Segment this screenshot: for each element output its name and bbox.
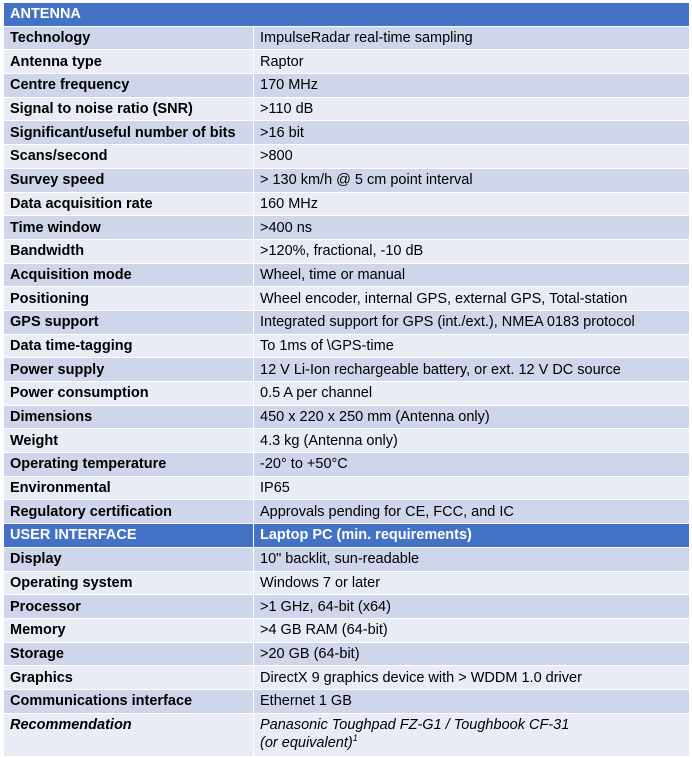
recommendation-line1: Panasonic Toughpad FZ-G1 / Toughbook CF-31	[260, 716, 570, 733]
spec-label: GPS support	[4, 310, 254, 334]
spec-value: >4 GB RAM (64-bit)	[254, 618, 690, 642]
spec-label: Processor	[4, 595, 254, 619]
specifications-table	[3, 2, 690, 757]
spec-value: Approvals pending for CE, FCC, and IC	[254, 500, 690, 524]
spec-label: Dimensions	[4, 405, 254, 429]
spec-value: >400 ns	[254, 216, 690, 240]
table-row	[4, 192, 690, 216]
table-row	[4, 476, 690, 500]
table-row	[4, 334, 690, 358]
table-row	[4, 358, 690, 382]
spec-value: DirectX 9 graphics device with > WDDM 1.0 driver	[254, 666, 690, 690]
table-row	[4, 500, 690, 524]
spec-value: >20 GB (64-bit)	[254, 642, 690, 666]
spec-value: >800	[254, 145, 690, 169]
table-row	[4, 547, 690, 571]
spec-value: ImpulseRadar real-time sampling	[254, 26, 690, 50]
table-row	[4, 287, 690, 311]
spec-label: Communications interface	[4, 689, 254, 713]
spec-value: Raptor	[254, 50, 690, 74]
spec-value: Ethernet 1 GB	[254, 689, 690, 713]
spec-value: 4.3 kg (Antenna only)	[254, 429, 690, 453]
spec-value: >110 dB	[254, 97, 690, 121]
spec-label: Operating system	[4, 571, 254, 595]
table-row	[4, 382, 690, 406]
table-row	[4, 618, 690, 642]
spec-value: 450 x 220 x 250 mm (Antenna only)	[254, 405, 690, 429]
spec-value: > 130 km/h @ 5 cm point interval	[254, 168, 690, 192]
spec-label: Operating temperature	[4, 453, 254, 477]
spec-label: Technology	[4, 26, 254, 50]
spec-label: Scans/second	[4, 145, 254, 169]
spec-label: Display	[4, 547, 254, 571]
specifications-table-body	[4, 3, 690, 757]
table-row	[4, 642, 690, 666]
spec-label: Power supply	[4, 358, 254, 382]
spec-label: Power consumption	[4, 382, 254, 406]
spec-value: 170 MHz	[254, 74, 690, 98]
user-interface-section-header	[4, 524, 690, 548]
spec-label: Data time-tagging	[4, 334, 254, 358]
table-row	[4, 216, 690, 240]
table-row	[4, 50, 690, 74]
table-row	[4, 453, 690, 477]
spec-value: IP65	[254, 476, 690, 500]
recommendation-value	[254, 713, 690, 756]
spec-label: Signal to noise ratio (SNR)	[4, 97, 254, 121]
spec-value: To 1ms of \GPS-time	[254, 334, 690, 358]
spec-value: Windows 7 or later	[254, 571, 690, 595]
spec-label: Antenna type	[4, 50, 254, 74]
table-row	[4, 263, 690, 287]
spec-label: Environmental	[4, 476, 254, 500]
spec-label: Regulatory certification	[4, 500, 254, 524]
antenna-section-title: ANTENNA	[4, 3, 690, 27]
table-row	[4, 689, 690, 713]
spec-value: 10" backlit, sun-readable	[254, 547, 690, 571]
spec-label: Significant/useful number of bits	[4, 121, 254, 145]
antenna-section-header	[4, 3, 690, 27]
table-row	[4, 571, 690, 595]
spec-value: >16 bit	[254, 121, 690, 145]
spec-value: Integrated support for GPS (int./ext.), NMEA 0183 protocol	[254, 310, 690, 334]
table-row	[4, 405, 690, 429]
table-row	[4, 666, 690, 690]
recommendation-label: Recommendation	[4, 713, 254, 756]
table-row	[4, 121, 690, 145]
spec-label: Positioning	[4, 287, 254, 311]
spec-value: 0.5 A per channel	[254, 382, 690, 406]
user-interface-section-subtitle: Laptop PC (min. requirements)	[254, 524, 690, 548]
table-row	[4, 26, 690, 50]
spec-label: Storage	[4, 642, 254, 666]
spec-label: Bandwidth	[4, 239, 254, 263]
spec-label: Centre frequency	[4, 74, 254, 98]
spec-label: Acquisition mode	[4, 263, 254, 287]
table-row	[4, 168, 690, 192]
spec-label: Memory	[4, 618, 254, 642]
spec-value: >120%, fractional, -10 dB	[254, 239, 690, 263]
table-row	[4, 595, 690, 619]
spec-value: 160 MHz	[254, 192, 690, 216]
spec-label: Survey speed	[4, 168, 254, 192]
table-row	[4, 97, 690, 121]
table-row	[4, 74, 690, 98]
spec-label: Data acquisition rate	[4, 192, 254, 216]
spec-value: 12 V Li-Ion rechargeable battery, or ext. 12 V DC source	[254, 358, 690, 382]
table-row	[4, 239, 690, 263]
spec-label: Time window	[4, 216, 254, 240]
table-row	[4, 429, 690, 453]
spec-value: -20° to +50°C	[254, 453, 690, 477]
table-row	[4, 310, 690, 334]
table-row	[4, 145, 690, 169]
spec-value: Wheel, time or manual	[254, 263, 690, 287]
spec-value: Wheel encoder, internal GPS, external GPS, Total-station	[254, 287, 690, 311]
recommendation-row	[4, 713, 690, 756]
spec-value: >1 GHz, 64-bit (x64)	[254, 595, 690, 619]
spec-label: Graphics	[4, 666, 254, 690]
user-interface-section-title: USER INTERFACE	[4, 524, 254, 548]
spec-label: Weight	[4, 429, 254, 453]
recommendation-line2: (or equivalent)	[260, 734, 353, 751]
footnote-marker: 1	[352, 732, 358, 743]
